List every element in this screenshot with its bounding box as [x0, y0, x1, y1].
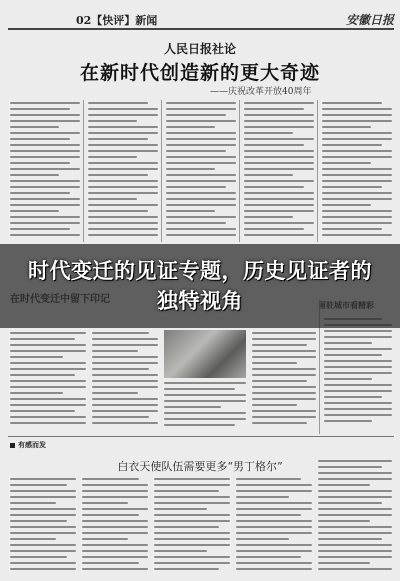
header-masthead-info [163, 26, 336, 28]
overlay-title: 时代变迁的见证专题，历史见证者的独特视角 [28, 259, 372, 313]
mid-column-2 [92, 332, 158, 430]
lower-section-label-text: 有感而发 [18, 441, 46, 449]
article-column-5 [322, 102, 392, 242]
mid-column-4 [252, 332, 316, 430]
right-column [324, 318, 392, 430]
section-marker-icon [10, 443, 15, 448]
article-column-3 [166, 102, 236, 242]
lower-section-label [10, 440, 46, 450]
news-photo [164, 330, 246, 378]
lower-column-2 [82, 478, 148, 574]
newspaper-logo: 安徽日报 [345, 13, 394, 27]
lower-column-4 [236, 478, 312, 574]
editorial-subhead: ——庆祝改革开放40周年 [210, 87, 312, 97]
lower-column-5 [318, 460, 392, 574]
lower-column-1 [10, 478, 76, 574]
editorial-kicker: 人民日报社论 [163, 42, 236, 56]
lower-headline: 白衣天使队伍需要更多“男丁格尔” [117, 460, 283, 473]
mid-column-1 [10, 332, 86, 430]
article-column-1 [10, 102, 80, 242]
article-column-2 [88, 102, 158, 242]
overlay-banner [0, 244, 400, 328]
editorial-headline: 在新时代创造新的更大奇迹 [79, 62, 320, 84]
mid-column-3 [164, 382, 246, 430]
lower-column-3 [154, 478, 230, 574]
page-label: 02【快评】新闻 [76, 14, 158, 27]
article-column-4 [244, 102, 314, 242]
page-header [8, 8, 394, 30]
